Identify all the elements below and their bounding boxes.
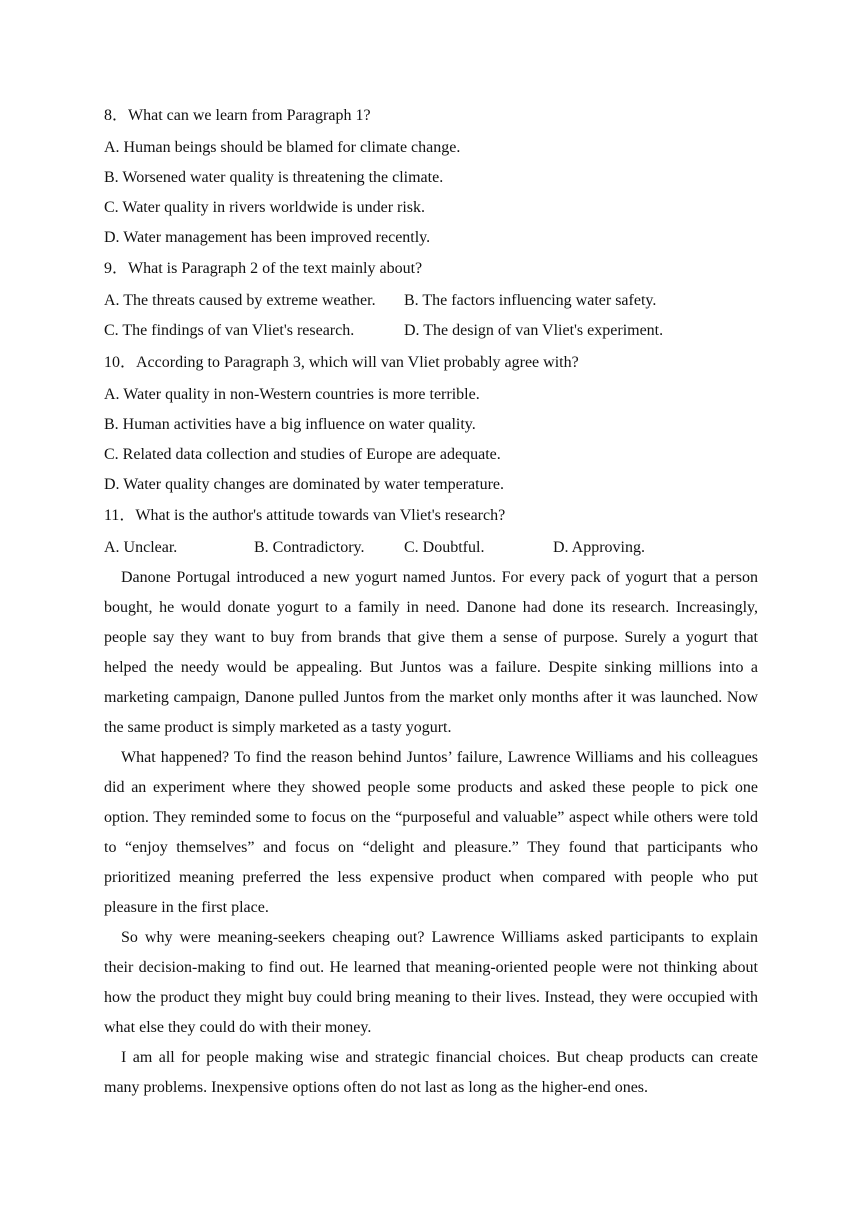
question-10-option-c: C. Related data collection and studies of Europe are adequate. bbox=[104, 446, 501, 463]
question-11-option-a: A. Unclear. bbox=[104, 539, 178, 556]
question-11-option-c: C. Doubtful. bbox=[404, 539, 485, 556]
passage-paragraph-4: I am all for people making wise and strategic financial choices. But cheap products can create many problems. Inexpensive options often do not last as long as the higher-end ones. bbox=[104, 1049, 758, 1096]
question-10-option-d: D. Water quality changes are dominated by water temperature. bbox=[104, 476, 505, 493]
question-8-option-b: B. Worsened water quality is threatening the climate. bbox=[104, 169, 444, 186]
question-9-option-b: B. The factors influencing water safety. bbox=[404, 292, 657, 309]
question-9-option-c: C. The findings of van Vliet's research. bbox=[104, 322, 355, 339]
question-8-stem: 8．What can we learn from Paragraph 1? bbox=[104, 107, 371, 124]
question-10-option-a: A. Water quality in non-Western countries is more terrible. bbox=[104, 386, 480, 403]
question-9-option-d: D. The design of van Vliet's experiment. bbox=[404, 322, 664, 339]
passage-paragraph-2: What happened? To find the reason behind Juntos’ failure, Lawrence Williams and his colleagues did an experiment where they showed people some products and asked these people to pick one option. They reminded some to focus on the “purposeful and valuable” aspect while others were told to “enjoy themselves” and focus on “delight and pleasure.” They found that participants who prioritized meaning preferred the less expensive product when compared with people who put pleasure in the first place. bbox=[104, 749, 758, 916]
question-8-option-c: C. Water quality in rivers worldwide is under risk. bbox=[104, 199, 426, 216]
question-11-option-d: D. Approving. bbox=[553, 539, 645, 556]
passage-paragraph-1: Danone Portugal introduced a new yogurt named Juntos. For every pack of yogurt that a person bought, he would donate yogurt to a family in need. Danone had done its research. Increasingly, people say they want to buy from brands that give them a sense of purpose. Surely a yogurt that helped the needy would be appealing. But Juntos was a failure. Despite sinking millions into a marketing campaign, Danone pulled Juntos from the market only months after it was launched. Now the same product is simply marketed as a tasty yogurt. bbox=[104, 569, 758, 736]
question-8-option-d: D. Water management has been improved recently. bbox=[104, 229, 431, 246]
question-9-stem: 9．What is Paragraph 2 of the text mainly about? bbox=[104, 260, 423, 277]
question-10-stem: 10．According to Paragraph 3, which will van Vliet probably agree with? bbox=[104, 354, 579, 371]
question-9-option-a: A. The threats caused by extreme weather. bbox=[104, 292, 376, 309]
question-11-option-b: B. Contradictory. bbox=[254, 539, 365, 556]
passage-paragraph-3: So why were meaning-seekers cheaping out? Lawrence Williams asked participants to explain their decision-making to find out. He learned that meaning-oriented people were not thinking about how the product they might buy could bring meaning to their lives. Instead, they were occupied with what else they could do with their money. bbox=[104, 929, 758, 1036]
question-8-option-a: A. Human beings should be blamed for climate change. bbox=[104, 139, 461, 156]
question-11-stem: 11．What is the author's attitude towards van Vliet's research? bbox=[104, 507, 506, 524]
question-10-option-b: B. Human activities have a big influence on water quality. bbox=[104, 416, 476, 433]
